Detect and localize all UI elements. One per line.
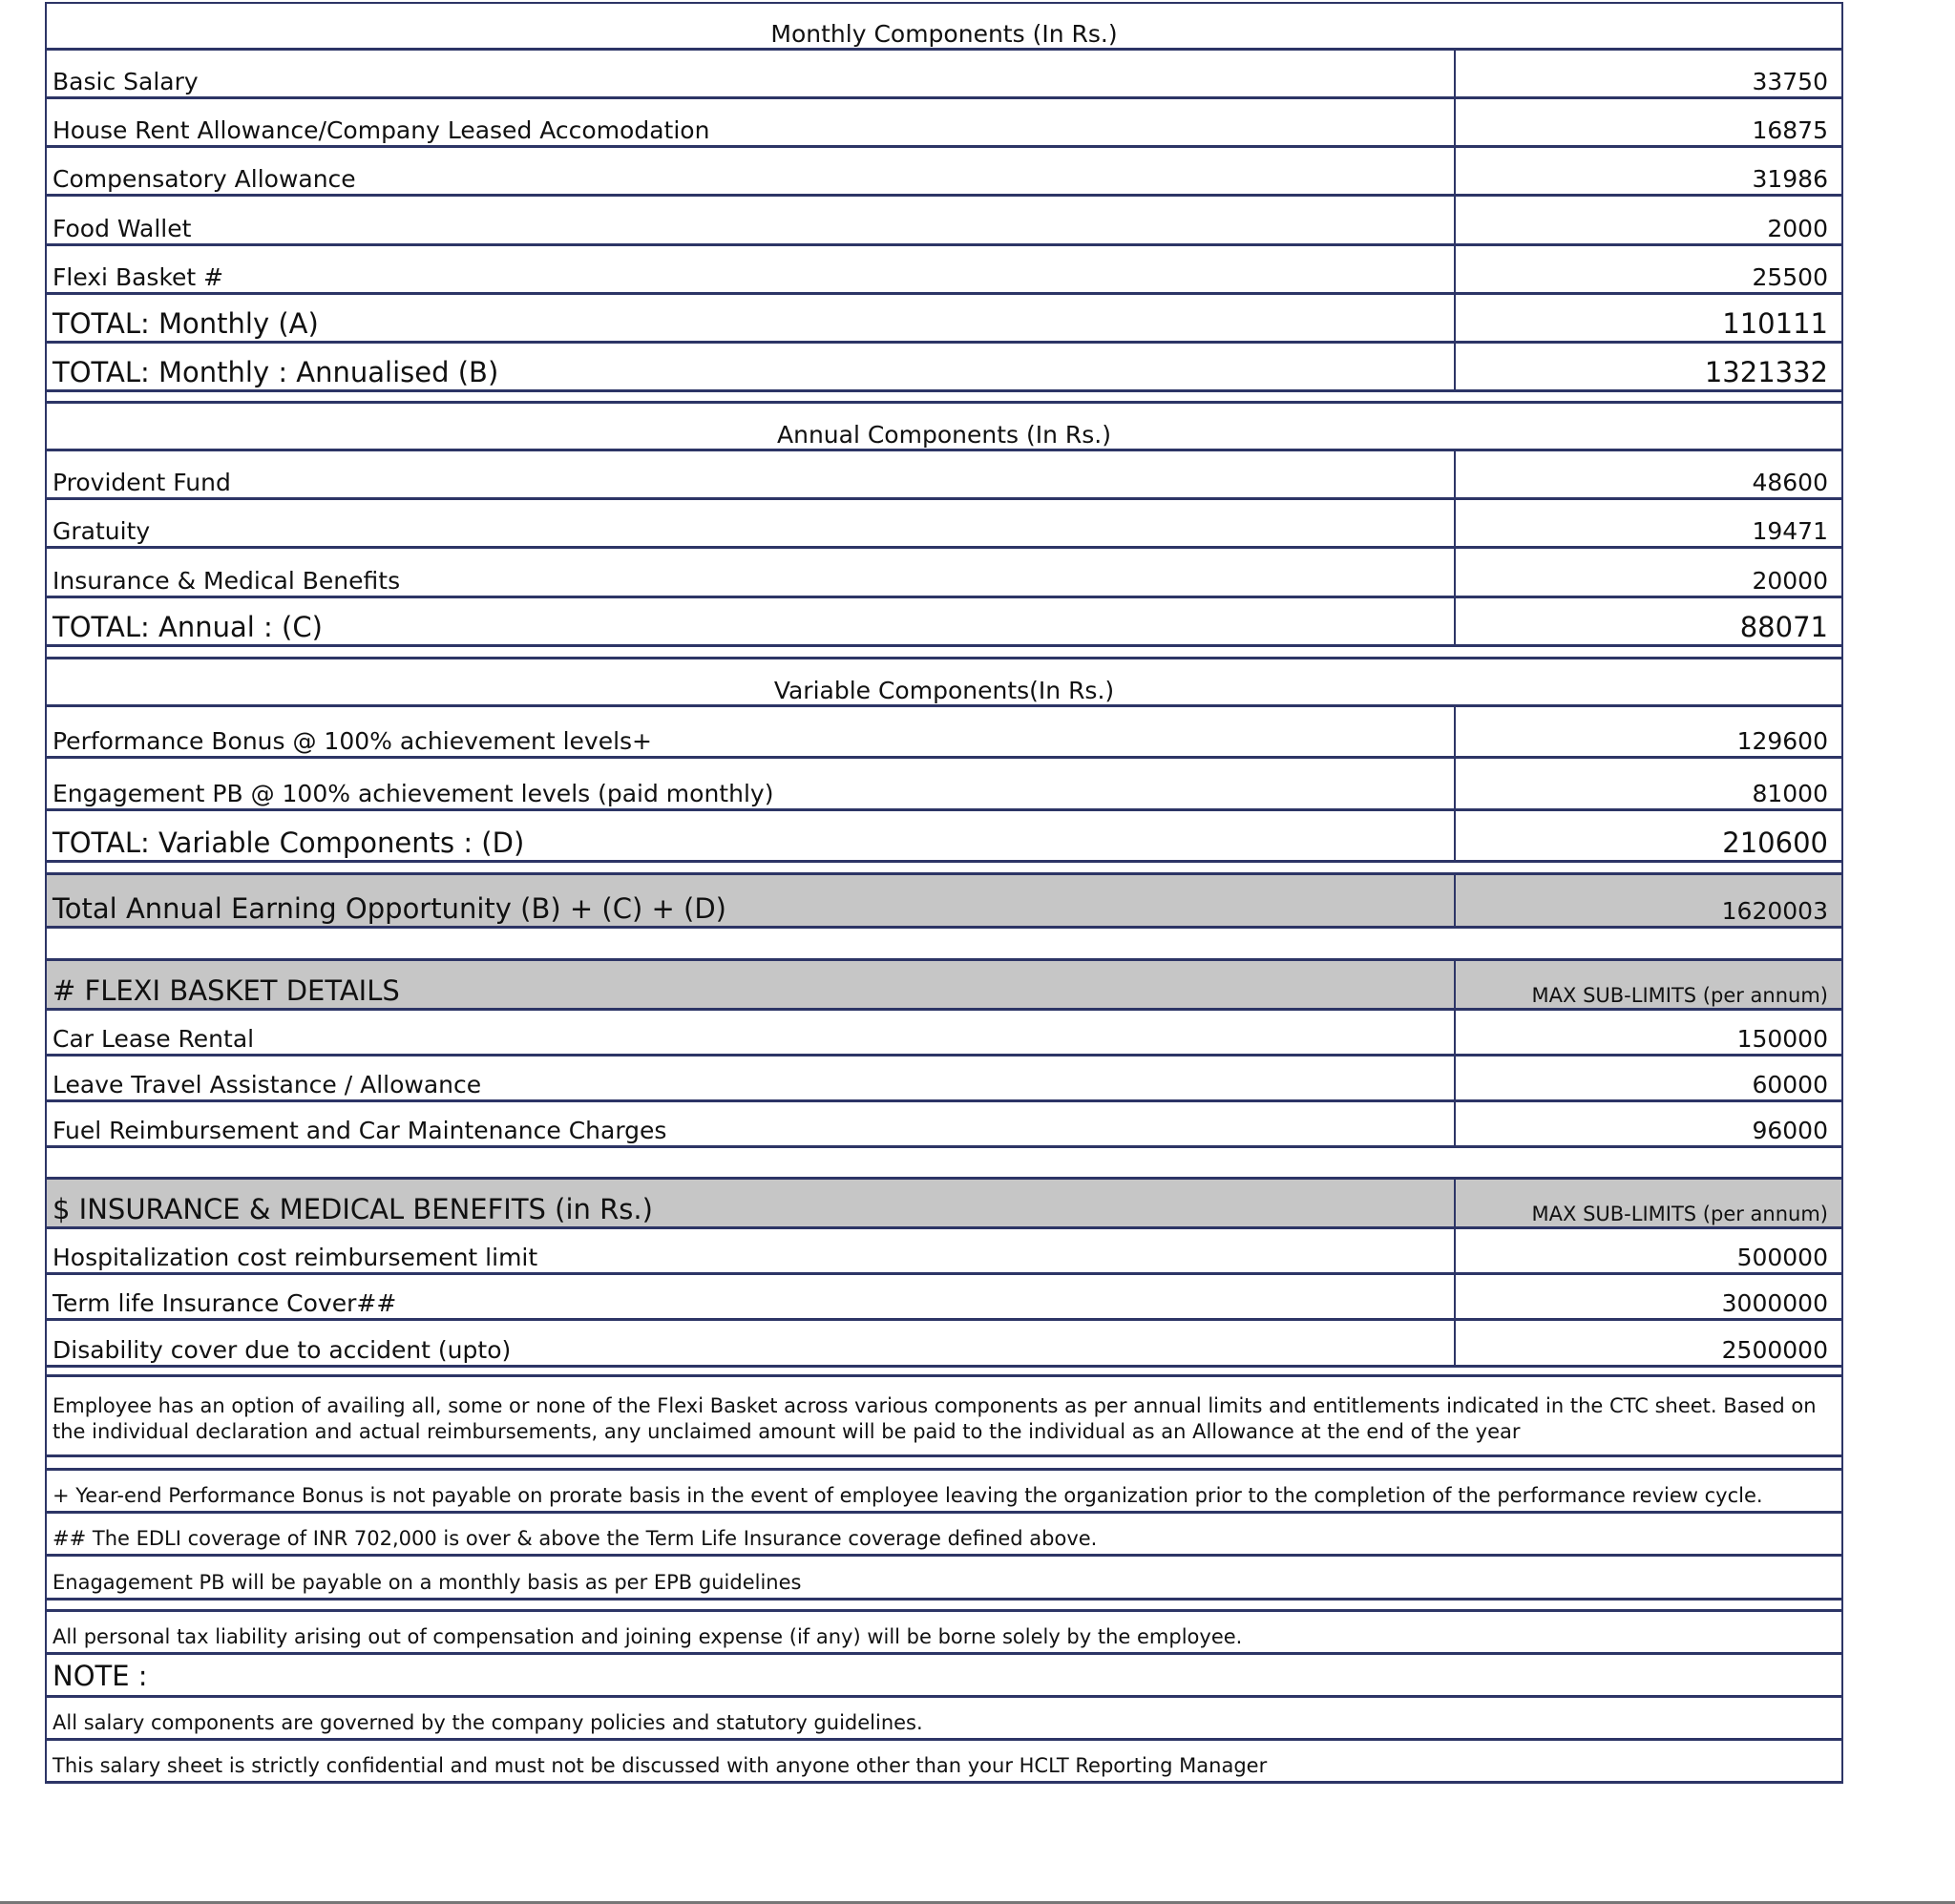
row-label: Fuel Reimbursement and Car Maintenance Charges [53,1117,667,1144]
row-label: Car Lease Rental [53,1025,255,1053]
row-value: 31986 [1752,165,1828,193]
table-row [45,1229,1843,1275]
table-row [45,1102,1843,1148]
row-label: Engagement PB @ 100% achievement levels (paid monthly) [53,780,774,807]
table-row [45,500,1843,549]
table-row [45,51,1843,99]
row-label: Insurance & Medical Benefits [53,567,401,595]
flexi-header: # FLEXI BASKET DETAILS [53,974,400,1007]
policy-note: All salary components are governed by the company policies and statutory guidelines. [53,1711,923,1734]
confidential-note: This salary sheet is strictly confidential and must not be discussed with anyone other than your HCLT Reporting Manager [53,1754,1268,1777]
spacer [45,1368,1843,1377]
row-label: Hospitalization cost reimbursement limit [53,1244,538,1271]
row-value: 129600 [1736,727,1828,755]
row-value: 60000 [1752,1071,1828,1098]
row-label: Leave Travel Assistance / Allowance [53,1071,482,1098]
edli-note: ## The EDLI coverage of INR 702,000 is over & above the Term Life Insurance coverage defined above. [53,1527,1098,1550]
grand-total-label: Total Annual Earning Opportunity (B) + (C) + (D) [53,892,726,925]
total-b-row [45,344,1843,392]
row-value: 20000 [1752,567,1828,595]
spacer [45,392,1843,404]
spacer [45,929,1843,961]
row-label: Provident Fund [53,469,231,496]
edli-note-row [45,1514,1843,1557]
row-value: 33750 [1752,68,1828,95]
insurance-header-row [45,1180,1843,1229]
annual-header: Annual Components (In Rs.) [777,421,1111,449]
insurance-limit-header: MAX SUB-LIMITS (per annum) [1531,1203,1828,1225]
row-label: House Rent Allowance/Company Leased Accomodation [53,116,710,144]
tax-note: All personal tax liability arising out of compensation and joining expense (if any) will be borne solely by the employee. [53,1625,1243,1648]
table-row [45,549,1843,598]
row-value: 48600 [1752,469,1828,496]
grand-total-row [45,875,1843,929]
total-a-label: TOTAL: Monthly (A) [53,307,319,340]
table-row [45,451,1843,500]
flexi-note-row [45,1377,1843,1457]
confidential-note-row [45,1741,1843,1784]
table-row [45,99,1843,148]
variable-header: Variable Components(In Rs.) [773,677,1115,704]
table-row [45,1275,1843,1321]
row-value: 16875 [1752,116,1828,144]
row-label: Term life Insurance Cover## [53,1289,397,1317]
total-d-row [45,811,1843,863]
epb-note: Enagagement PB will be payable on a monthly basis as per EPB guidelines [53,1571,802,1594]
row-value: 150000 [1736,1025,1828,1053]
spacer [45,863,1843,875]
epb-note-row [45,1557,1843,1601]
bonus-note-row [45,1471,1843,1514]
variable-header-row [45,659,1843,707]
row-value: 3000000 [1721,1289,1828,1317]
note-title: NOTE : [53,1660,148,1692]
policy-note-row [45,1698,1843,1741]
row-value: 2000 [1767,215,1828,242]
total-c-label: TOTAL: Annual : (C) [53,611,323,643]
row-value: 500000 [1736,1244,1828,1271]
total-a-value: 110111 [1722,307,1828,340]
table-row [45,246,1843,295]
row-label: Disability cover due to accident (upto) [53,1336,512,1364]
grand-total-value: 1620003 [1721,897,1828,925]
table-row [45,759,1843,811]
table-row [45,1011,1843,1057]
flexi-note: Employee has an option of availing all, some or none of the Flexi Basket across various components as per annual limits and entitlements indicated in the CTC sheet. Based on the individual declaration and actual reimbursements, any unclaimed amount will be paid to the individual as an Allowance at the end of the year [53,1394,1817,1443]
insurance-header: $ INSURANCE & MEDICAL BENEFITS (in Rs.) [53,1193,653,1225]
annual-header-row [45,404,1843,451]
row-label: Compensatory Allowance [53,165,356,193]
row-label: Basic Salary [53,68,199,95]
tax-note-row [45,1612,1843,1655]
total-b-value: 1321332 [1704,356,1828,388]
row-label: Gratuity [53,517,151,545]
table-row [45,707,1843,759]
monthly-header-row [45,4,1843,51]
row-label: Food Wallet [53,215,192,242]
table-row [45,148,1843,197]
total-d-value: 210600 [1722,826,1828,859]
monthly-header: Monthly Components (In Rs.) [770,20,1118,48]
spacer [45,1457,1843,1471]
flexi-limit-header: MAX SUB-LIMITS (per annum) [1531,984,1828,1007]
row-label: Performance Bonus @ 100% achievement levels+ [53,727,653,755]
total-b-label: TOTAL: Monthly : Annualised (B) [53,356,499,388]
row-value: 81000 [1752,780,1828,807]
flexi-header-row [45,961,1843,1011]
row-value: 19471 [1752,517,1828,545]
bonus-note: + Year-end Performance Bonus is not payable on prorate basis in the event of employee leaving the organization prior to the completion of the performance review cycle. [53,1484,1763,1507]
total-a-row [45,295,1843,344]
row-value: 25500 [1752,263,1828,291]
total-c-value: 88071 [1739,611,1828,643]
note-title-row [45,1655,1843,1698]
spacer [45,1148,1843,1180]
table-row [45,197,1843,246]
spacer [45,647,1843,659]
table-row [45,1321,1843,1368]
row-label: Flexi Basket # [53,263,224,291]
total-d-label: TOTAL: Variable Components : (D) [53,826,525,859]
table-row [45,1057,1843,1102]
spacer [45,1601,1843,1612]
row-value: 96000 [1752,1117,1828,1144]
total-c-row [45,598,1843,647]
row-value: 2500000 [1721,1336,1828,1364]
